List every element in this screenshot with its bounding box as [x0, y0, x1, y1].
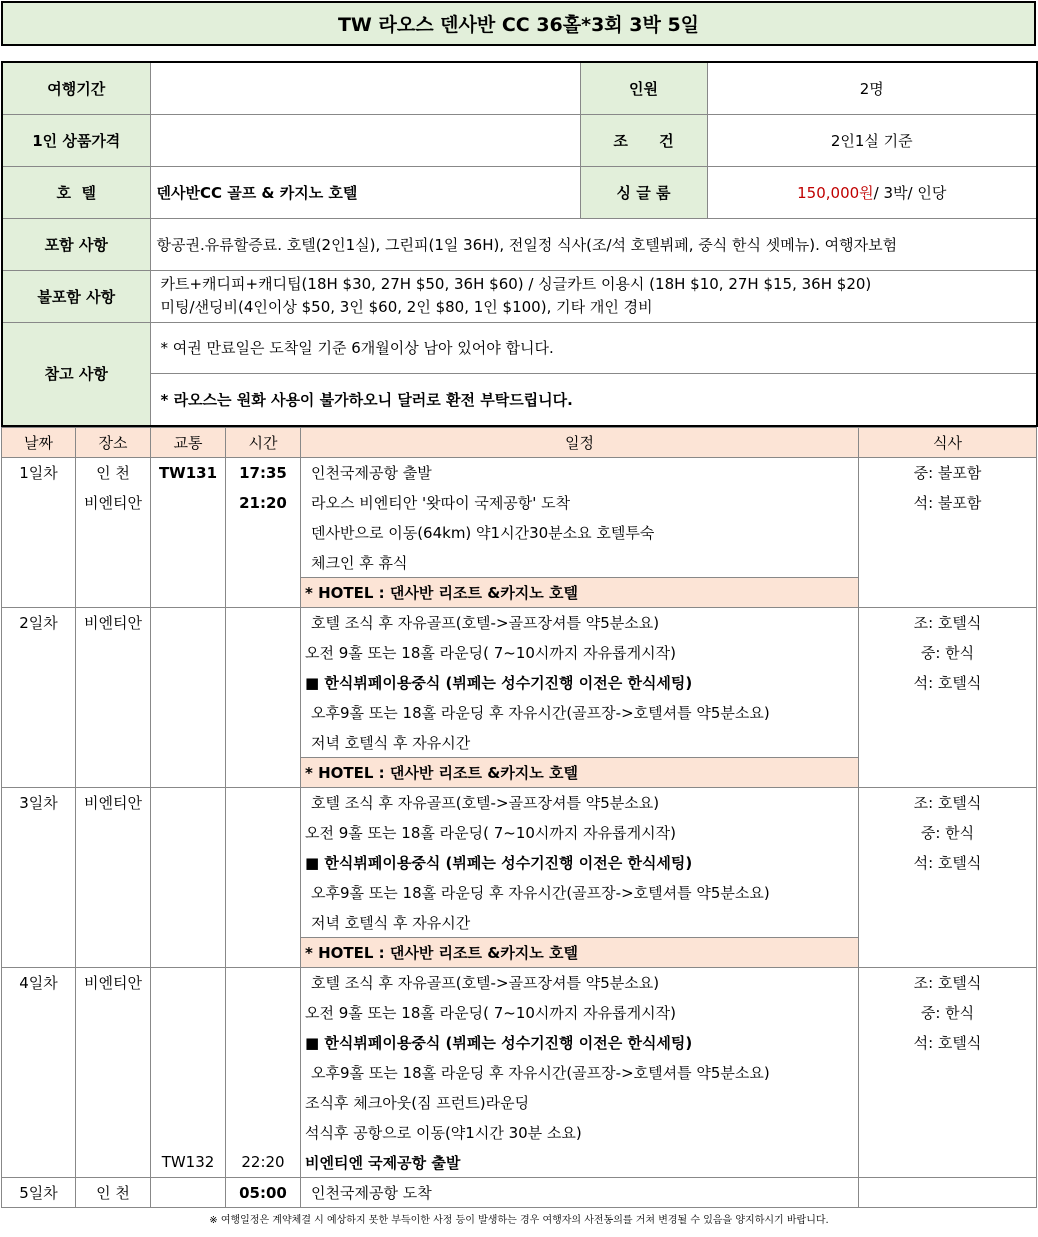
itinerary-item: 조식후 체크아웃(짐 프런트)라운딩 — [301, 1088, 859, 1118]
itinerary-item: 호텔 조식 후 자유골프(호텔->골프장셔틀 약5분소요) — [301, 608, 859, 638]
meal-cell: 석: 불포함 — [859, 488, 1037, 518]
hotel-label: 호 텔 — [2, 166, 150, 218]
hotel-row: * HOTEL : 댄사반 리조트 &카지노 호텔 — [301, 938, 859, 968]
table-row — [2, 1028, 1037, 1058]
itinerary-item: ■ 한식뷔페이용중식 (뷔페는 성수기진행 이전은 한식세팅) — [301, 668, 859, 698]
flight-cell: TW132 — [151, 1148, 226, 1178]
price-label: 1인 상품가격 — [2, 114, 150, 166]
itinerary-item: 오후9홀 또는 18홀 라운딩 후 자유시간(골프장->호텔셔틀 약5분소요) — [301, 878, 859, 908]
header-place: 장소 — [76, 428, 151, 458]
table-row — [2, 698, 1037, 728]
itinerary-item: 체크인 후 휴식 — [301, 548, 859, 578]
included-value: 항공권.유류할증료. 호텔(2인1실), 그린피(1일 36H), 전일정 식사(조/석 호텔뷔페, 중식 한식 셋메뉴). 여행자보험 — [150, 218, 1037, 270]
info-table — [1, 61, 1038, 427]
itinerary-item: 오후9홀 또는 18홀 라운딩 후 자유시간(골프장->호텔셔틀 약5분소요) — [301, 1058, 859, 1088]
header-transport: 교통 — [151, 428, 226, 458]
place-cell: 인 천 — [76, 1178, 151, 1208]
itinerary-item: 오전 9홀 또는 18홀 라운딩( 7~10시까지 자유롭게시작) — [301, 638, 859, 668]
day-label: 4일차 — [2, 968, 76, 998]
itinerary-item: 저녁 호텔식 후 자유시간 — [301, 908, 859, 938]
table-row — [2, 548, 1037, 578]
condition-value: 2인1실 기준 — [707, 114, 1037, 166]
meal-cell: 중: 한식 — [859, 818, 1037, 848]
itinerary-item: 인천국제공항 도착 — [301, 1178, 859, 1208]
header-day: 날짜 — [2, 428, 76, 458]
itinerary-item: 오전 9홀 또는 18홀 라운딩( 7~10시까지 자유롭게시작) — [301, 818, 859, 848]
hotel-value: 덴사반CC 골프 & 카지노 호텔 — [150, 166, 580, 218]
table-row — [2, 608, 1037, 638]
itinerary-item: ■ 한식뷔페이용중식 (뷔페는 성수기진행 이전은 한식세팅) — [301, 1028, 859, 1058]
header-meal: 식사 — [859, 428, 1037, 458]
itinerary-item: 저녁 호텔식 후 자유시간 — [301, 728, 859, 758]
itinerary-item: 호텔 조식 후 자유골프(호텔->골프장셔틀 약5분소요) — [301, 968, 859, 998]
schedule-table — [1, 427, 1037, 1208]
table-row — [2, 878, 1037, 908]
table-row — [2, 488, 1037, 518]
table-row — [2, 668, 1037, 698]
hotel-row: * HOTEL : 댄사반 리조트 &카지노 호텔 — [301, 578, 859, 608]
meal-cell: 조: 호텔식 — [859, 788, 1037, 818]
hotel-row: * HOTEL : 댄사반 리조트 &카지노 호텔 — [301, 758, 859, 788]
day-label: 2일차 — [2, 608, 76, 638]
footnote: ※ 여행일정은 계약체결 시 예상하지 못한 부득이한 사정 등이 발생하는 경우 여행자의 사전동의를 거쳐 변경될 수 있음을 양지하시기 바랍니다. — [209, 1215, 829, 1226]
header-itinerary: 일정 — [301, 428, 859, 458]
meal-cell: 조: 호텔식 — [859, 968, 1037, 998]
place-cell: 인 천 — [76, 458, 151, 488]
table-row — [2, 818, 1037, 848]
itinerary-item: 인천국제공항 출발 — [301, 458, 859, 488]
table-row — [2, 638, 1037, 668]
day-label: 3일차 — [2, 788, 76, 818]
meal-cell: 조: 호텔식 — [859, 608, 1037, 638]
place-cell: 비엔티안 — [76, 968, 151, 998]
itinerary-item: ■ 한식뷔페이용중식 (뷔페는 성수기진행 이전은 한식세팅) — [301, 848, 859, 878]
condition-label: 조 건 — [580, 114, 707, 166]
meal-cell: 석: 호텔식 — [859, 668, 1037, 698]
people-label: 인원 — [580, 62, 707, 114]
itinerary-item: 비엔티엔 국제공항 출발 — [301, 1148, 859, 1178]
table-row — [2, 848, 1037, 878]
people-value: 2명 — [707, 62, 1037, 114]
table-row — [2, 1148, 1037, 1178]
table-row — [2, 578, 1037, 608]
table-row — [2, 788, 1037, 818]
day-label: 1일차 — [2, 458, 76, 488]
itinerary-item: 오전 9홀 또는 18홀 라운딩( 7~10시까지 자유롭게시작) — [301, 998, 859, 1028]
meal-cell: 중: 불포함 — [859, 458, 1037, 488]
time-cell: 22:20 — [226, 1148, 301, 1178]
single-room-label: 싱 글 룸 — [580, 166, 707, 218]
place-cell: 비엔티안 — [76, 608, 151, 638]
meal-cell: 중: 한식 — [859, 638, 1037, 668]
excluded-value — [150, 270, 1037, 322]
itinerary-item: 오후9홀 또는 18홀 라운딩 후 자유시간(골프장->호텔셔틀 약5분소요) — [301, 698, 859, 728]
table-row — [2, 908, 1037, 938]
place-cell: 비엔티안 — [76, 788, 151, 818]
single-room-terms: / 3박/ 인당 — [873, 183, 947, 202]
table-row — [2, 1118, 1037, 1148]
notes-label: 참고 사항 — [2, 322, 150, 426]
single-room-price: 150,000원 — [797, 183, 874, 202]
notes-value — [150, 322, 1037, 426]
time-cell: 21:20 — [226, 488, 301, 518]
table-row — [2, 1178, 1037, 1208]
note-passport: * 여권 만료일은 도착일 기준 6개월이상 남아 있어야 합니다. — [151, 323, 1037, 374]
table-row — [2, 1058, 1037, 1088]
itinerary-item: 석식후 공항으로 이동(약1시간 30분 소요) — [301, 1118, 859, 1148]
itinerary-item: 라오스 비엔티안 '왓따이 국제공항' 도착 — [301, 488, 859, 518]
excluded-label: 불포함 사항 — [2, 270, 150, 322]
time-cell: 05:00 — [226, 1178, 301, 1208]
included-label: 포함 사항 — [2, 218, 150, 270]
price-value — [150, 114, 580, 166]
place-cell: 비엔티안 — [76, 488, 151, 518]
table-row — [2, 758, 1037, 788]
single-room-value — [707, 166, 1037, 218]
table-row — [2, 1088, 1037, 1118]
meal-cell: 석: 호텔식 — [859, 848, 1037, 878]
flight-cell: TW131 — [151, 458, 226, 488]
meal-cell: 석: 호텔식 — [859, 1028, 1037, 1058]
excluded-line-1: 카트+캐디피+캐디팁(18H $30, 27H $50, 36H $60) / 싱글카트 이용시 (18H $10, 27H $15, 36H $20) — [160, 275, 872, 293]
note-currency: * 라오스는 원화 사용이 불가하오니 달러로 환전 부탁드립니다. — [160, 390, 573, 409]
table-row — [2, 518, 1037, 548]
page-title: TW 라오스 덴사반 CC 36홀*3회 3박 5일 — [1, 1, 1036, 46]
period-label: 여행기간 — [2, 62, 150, 114]
meal-cell: 중: 한식 — [859, 998, 1037, 1028]
itinerary-item: 덴사반으로 이동(64km) 약1시간30분소요 호텔투숙 — [301, 518, 859, 548]
period-value — [150, 62, 580, 114]
excluded-line-2: 미팅/샌딩비(4인이상 $50, 3인 $60, 2인 $80, 1인 $100), 기타 개인 경비 — [160, 298, 653, 316]
table-row — [2, 938, 1037, 968]
day-label: 5일차 — [2, 1178, 76, 1208]
table-row — [2, 728, 1037, 758]
table-row — [2, 998, 1037, 1028]
table-row — [2, 458, 1037, 488]
table-row — [2, 968, 1037, 998]
itinerary-item: 호텔 조식 후 자유골프(호텔->골프장셔틀 약5분소요) — [301, 788, 859, 818]
header-time: 시간 — [226, 428, 301, 458]
time-cell: 17:35 — [226, 458, 301, 488]
